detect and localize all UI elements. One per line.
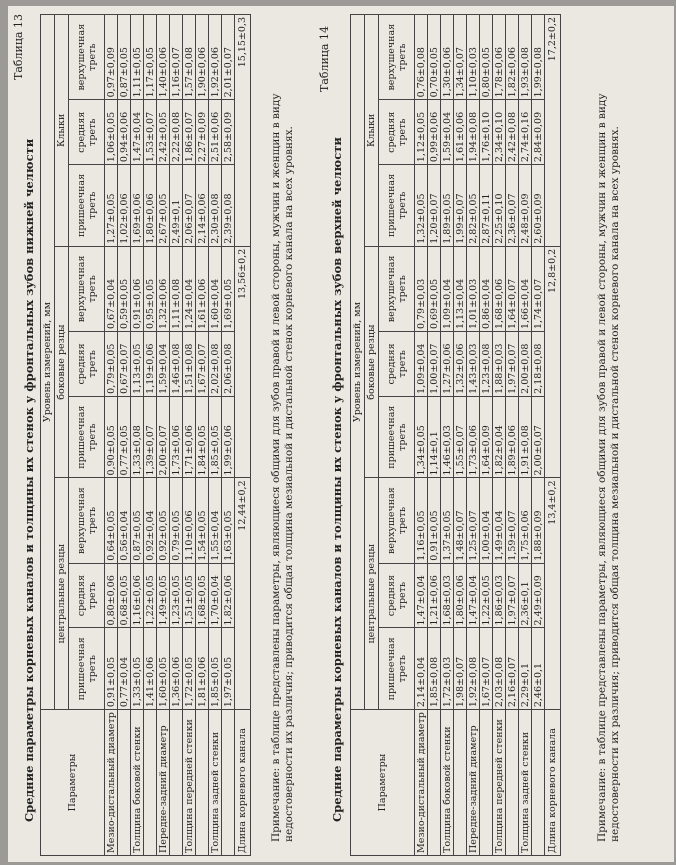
value-cell: 1,78±0,06: [493, 15, 506, 100]
table-row: [196, 15, 209, 856]
value-cell: 1,16±0,07: [170, 15, 183, 100]
third-header: средняя треть: [379, 332, 415, 397]
value-cell: 1,21±0,06: [428, 563, 441, 628]
value-cell: 0,90±0,05: [105, 396, 118, 478]
value-cell: 0,76±0,08: [415, 15, 428, 100]
value-cell: 2,02±0,08: [209, 332, 222, 397]
value-cell: 1,06±0,05: [105, 100, 118, 165]
value-cell: 1,53±0,07: [144, 100, 157, 165]
table-row: [131, 15, 144, 856]
value-cell: 2,39±0,08: [222, 165, 235, 247]
value-cell: 1,49±0,04: [493, 478, 506, 563]
group-header: центральные резцы: [365, 478, 379, 710]
value-cell: 2,49±0,1: [170, 165, 183, 247]
value-cell: 0,79±0,05: [105, 332, 118, 397]
value-cell: 1,27±0,05: [105, 165, 118, 247]
value-cell: 2,30±0,08: [209, 165, 222, 247]
table-row: [209, 15, 222, 856]
value-cell: 1,67±0,07: [480, 628, 493, 710]
value-cell: 1,17±0,05: [144, 15, 157, 100]
value-cell: 1,64±0,07: [506, 246, 519, 331]
value-cell: 1,40±0,06: [157, 15, 170, 100]
value-cell: 1,60±0,05: [157, 628, 170, 710]
value-cell: 1,59±0,04: [441, 100, 454, 165]
value-cell: 1,71±0,06: [183, 396, 196, 478]
value-cell: 0,94±0,06: [118, 100, 131, 165]
value-cell: 1,97±0,07: [506, 563, 519, 628]
third-header: пришеечная треть: [379, 165, 415, 247]
param-name: Передне-задний диаметр: [467, 710, 480, 856]
value-cell: 1,82±0,04: [493, 396, 506, 478]
value-cell: 1,92±0,06: [209, 15, 222, 100]
third-header: пришеечная треть: [69, 165, 105, 247]
value-cell: 1,34±0,05: [415, 396, 428, 478]
value-cell: 1,59±0,04: [157, 332, 170, 397]
table-row: [144, 15, 157, 856]
value-cell: 2,16±0,07: [506, 628, 519, 710]
value-cell: 1,99±0,08: [532, 15, 545, 100]
value-cell: 1,72±0,05: [183, 628, 196, 710]
third-header: средняя треть: [379, 100, 415, 165]
param-name: [144, 710, 157, 856]
table-row: [493, 15, 506, 856]
third-header: пришеечная треть: [69, 628, 105, 710]
value-cell: 1,22±0,05: [144, 563, 157, 628]
value-cell: 1,37±0,05: [441, 478, 454, 563]
value-cell: 0,99±0,06: [428, 100, 441, 165]
value-cell: 1,14±0,1: [428, 396, 441, 478]
value-cell: 1,86±0,07: [183, 100, 196, 165]
value-cell: 1,88±0,09: [532, 478, 545, 563]
value-cell: 1,97±0,07: [506, 332, 519, 397]
value-cell: 1,69±0,05: [222, 246, 235, 331]
value-cell: 1,73±0,06: [170, 396, 183, 478]
value-cell: 2,18±0,08: [532, 332, 545, 397]
value-cell: 1,16±0,06: [131, 563, 144, 628]
table-row: [467, 15, 480, 856]
table-13-number: Таблица 13: [12, 14, 25, 80]
value-cell: 1,99±0,07: [454, 165, 467, 247]
value-cell: 1,46±0,08: [170, 332, 183, 397]
value-cell: 1,22±0,05: [480, 563, 493, 628]
value-cell: 1,82±0,06: [222, 563, 235, 628]
third-header: средняя треть: [69, 100, 105, 165]
value-cell: 1,86±0,03: [493, 563, 506, 628]
value-cell: 0,86±0,04: [480, 246, 493, 331]
value-cell: 2,67±0,05: [157, 165, 170, 247]
value-cell: 1,93±0,08: [519, 15, 532, 100]
rotated-content: [8, 6, 674, 862]
param-name: [532, 710, 545, 856]
third-header: верхушечная треть: [379, 15, 415, 100]
value-cell: 1,11±0,05: [131, 15, 144, 100]
table-row: [105, 15, 118, 856]
length-value: 13,4±0,2: [545, 478, 561, 710]
value-cell: 0,68±0,05: [118, 563, 131, 628]
param-name: Толщина задней стенки: [519, 710, 532, 856]
table-row: [183, 15, 196, 856]
value-cell: 1,55±0,04: [209, 478, 222, 563]
value-cell: 1,61±0,06: [196, 246, 209, 331]
value-cell: 1,61±0,06: [454, 100, 467, 165]
value-cell: 2,82±0,05: [467, 165, 480, 247]
table-14-note: Примечание: в таблице представлены параметры, являющиеся общими для зубов правой и левой стороны, мужчин и женщин в виду недостоверности их различия; приводится общая толщина мезиальной и дистальной стенок корневого канала на всех уровнях.: [596, 93, 621, 842]
third-header: верхушечная треть: [69, 15, 105, 100]
table-row: [454, 15, 467, 856]
value-cell: 1,32±0,06: [157, 246, 170, 331]
value-cell: 1,73±0,06: [467, 396, 480, 478]
value-cell: 1,89±0,06: [506, 396, 519, 478]
value-cell: 1,20±0,07: [428, 165, 441, 247]
value-cell: 1,13±0,05: [131, 332, 144, 397]
value-cell: 1,43±0,03: [467, 332, 480, 397]
value-cell: 1,11±0,08: [170, 246, 183, 331]
value-cell: 0,56±0,04: [118, 478, 131, 563]
value-cell: 2,06±0,08: [222, 332, 235, 397]
value-cell: 2,14±0,06: [196, 165, 209, 247]
value-cell: 1,84±0,05: [196, 396, 209, 478]
value-cell: 1,89±0,05: [441, 165, 454, 247]
value-cell: 1,64±0,09: [480, 396, 493, 478]
value-cell: 2,87±0,11: [480, 165, 493, 247]
group-header: Клыки: [365, 15, 379, 247]
value-cell: 1,25±0,07: [467, 478, 480, 563]
group-header: Клыки: [55, 15, 69, 247]
value-cell: 1,10±0,06: [183, 478, 196, 563]
value-cell: 2,58±0,09: [222, 100, 235, 165]
length-value: 17,2±0,2: [545, 15, 561, 247]
table-row: [118, 15, 131, 856]
value-cell: 0,77±0,05: [118, 396, 131, 478]
value-cell: 2,03±0,08: [493, 628, 506, 710]
param-name: [428, 710, 441, 856]
value-cell: 1,47±0,04: [415, 563, 428, 628]
param-name: Толщина боковой стенки: [131, 710, 144, 856]
value-cell: 1,76±0,10: [480, 100, 493, 165]
value-cell: 2,42±0,08: [506, 100, 519, 165]
value-cell: 0,91±0,06: [131, 246, 144, 331]
value-cell: 0,95±0,05: [144, 246, 157, 331]
value-cell: 2,49±0,09: [532, 563, 545, 628]
value-cell: 1,68±0,03: [441, 563, 454, 628]
value-cell: 1,55±0,07: [454, 396, 467, 478]
length-value: 12,8±0,2: [545, 246, 561, 478]
value-cell: 1,81±0,06: [196, 628, 209, 710]
value-cell: 2,34±0,10: [493, 100, 506, 165]
value-cell: 1,33±0,05: [131, 628, 144, 710]
length-value: 15,15±0,3: [235, 15, 251, 247]
value-cell: 1,16±0,05: [415, 478, 428, 563]
params-header: Параметры: [41, 710, 105, 856]
value-cell: 1,85±0,05: [209, 396, 222, 478]
param-name: [118, 710, 131, 856]
value-cell: 1,34±0,07: [454, 15, 467, 100]
length-value: 12,44±0,2: [235, 478, 251, 710]
value-cell: 1,01±0,03: [467, 246, 480, 331]
value-cell: 2,36±0,1: [519, 563, 532, 628]
third-header: верхушечная треть: [69, 246, 105, 331]
third-header: средняя треть: [69, 332, 105, 397]
value-cell: 2,27±0,09: [196, 100, 209, 165]
third-header: средняя треть: [69, 563, 105, 628]
param-name: Толщина передней стенки: [183, 710, 196, 856]
value-cell: 0,87±0,05: [118, 15, 131, 100]
value-cell: 2,36±0,07: [506, 165, 519, 247]
value-cell: 2,01±0,07: [222, 15, 235, 100]
value-cell: 0,67±0,04: [105, 246, 118, 331]
value-cell: 1,54±0,05: [196, 478, 209, 563]
third-header: пришеечная треть: [379, 628, 415, 710]
value-cell: 1,49±0,05: [157, 563, 170, 628]
levels-header: Уровень измерений, мм: [41, 15, 55, 710]
value-cell: 0,91±0,05: [105, 628, 118, 710]
table-13-title: Средние параметры корневых каналов и толщины их стенок у фронтальных зубов нижней челюсти: [22, 138, 36, 822]
value-cell: 1,60±0,04: [209, 246, 222, 331]
value-cell: 1,00±0,04: [480, 478, 493, 563]
value-cell: 0,80±0,06: [105, 563, 118, 628]
value-cell: 2,00±0,07: [532, 396, 545, 478]
table-row: [415, 15, 428, 856]
value-cell: 2,46±0,1: [532, 628, 545, 710]
value-cell: 0,67±0,07: [118, 332, 131, 397]
third-header: верхушечная треть: [69, 478, 105, 563]
value-cell: 1,67±0,07: [196, 332, 209, 397]
value-cell: 1,90±0,06: [196, 15, 209, 100]
value-cell: 0,70±0,05: [428, 15, 441, 100]
value-cell: 2,22±0,08: [170, 100, 183, 165]
value-cell: 1,80±0,06: [454, 563, 467, 628]
value-cell: 1,51±0,05: [183, 563, 196, 628]
value-cell: 1,85±0,05: [209, 628, 222, 710]
table-row: [441, 15, 454, 856]
table-14-number: Таблица 14: [318, 26, 331, 92]
value-cell: 1,09±0,04: [441, 246, 454, 331]
third-header: верхушечная треть: [379, 246, 415, 331]
param-name: Мезио-дистальный диаметр: [105, 710, 118, 856]
value-cell: 0,92±0,04: [144, 478, 157, 563]
value-cell: 2,29±0,1: [519, 628, 532, 710]
value-cell: 1,47±0,04: [467, 563, 480, 628]
value-cell: 1,12±0,05: [415, 100, 428, 165]
param-name: [170, 710, 183, 856]
value-cell: 1,92±0,08: [467, 628, 480, 710]
value-cell: 1,23±0,08: [480, 332, 493, 397]
value-cell: 0,92±0,05: [157, 478, 170, 563]
table-14: [350, 14, 561, 856]
value-cell: 1,59±0,07: [506, 478, 519, 563]
params-header: Параметры: [351, 710, 415, 856]
value-cell: 1,27±0,06: [441, 332, 454, 397]
value-cell: 0,69±0,05: [428, 246, 441, 331]
value-cell: 1,36±0,06: [170, 628, 183, 710]
group-header: боковые резцы: [365, 246, 379, 478]
value-cell: 1,98±0,07: [454, 628, 467, 710]
param-name: [222, 710, 235, 856]
value-cell: 1,13±0,04: [454, 246, 467, 331]
table-row: [506, 15, 519, 856]
value-cell: 1,66±0,04: [519, 246, 532, 331]
value-cell: 2,84±0,09: [532, 100, 545, 165]
table-13-note: Примечание: в таблице представлены параметры, являющиеся общими для зубов правой и левой стороны, мужчин и женщин в виду недостоверности их различия; приводится общая толщина мезиальной и дистальной стенок корневого канала на всех уровнях.: [270, 93, 295, 842]
value-cell: 1,74±0,07: [532, 246, 545, 331]
table-14-title: Средние параметры корневых каналов и толщины их стенок у фронтальных зубов верхней челюсти: [330, 137, 344, 822]
value-cell: 1,85±0,08: [428, 628, 441, 710]
group-header: боковые резцы: [55, 246, 69, 478]
param-name: Толщина передней стенки: [493, 710, 506, 856]
value-cell: 0,91±0,05: [428, 478, 441, 563]
table-row: [480, 15, 493, 856]
value-cell: 1,30±0,06: [441, 15, 454, 100]
table-13-body: [105, 15, 251, 856]
value-cell: 2,06±0,07: [183, 165, 196, 247]
value-cell: 2,00±0,08: [519, 332, 532, 397]
value-cell: 1,75±0,06: [519, 478, 532, 563]
value-cell: 0,64±0,05: [105, 478, 118, 563]
value-cell: 2,60±0,09: [532, 165, 545, 247]
table-row: [428, 15, 441, 856]
book-page: [8, 6, 674, 862]
param-name: [454, 710, 467, 856]
value-cell: 2,00±0,07: [157, 396, 170, 478]
value-cell: 1,02±0,06: [118, 165, 131, 247]
value-cell: 1,23±0,05: [170, 563, 183, 628]
value-cell: 1,39±0,07: [144, 396, 157, 478]
value-cell: 2,42±0,05: [157, 100, 170, 165]
value-cell: 0,79±0,05: [170, 478, 183, 563]
value-cell: 1,32±0,05: [415, 165, 428, 247]
param-name: Длина корневого канала: [235, 710, 251, 856]
value-cell: 1,91±0,08: [519, 396, 532, 478]
table-row: [532, 15, 545, 856]
value-cell: 1,47±0,04: [131, 100, 144, 165]
third-header: верхушечная треть: [379, 478, 415, 563]
value-cell: 1,80±0,06: [144, 165, 157, 247]
value-cell: 1,32±0,06: [454, 332, 467, 397]
value-cell: 0,59±0,05: [118, 246, 131, 331]
value-cell: 1,94±0,08: [467, 100, 480, 165]
param-name: Толщина боковой стенки: [441, 710, 454, 856]
value-cell: 2,48±0,09: [519, 165, 532, 247]
value-cell: 1,69±0,06: [131, 165, 144, 247]
value-cell: 0,97±0,09: [105, 15, 118, 100]
value-cell: 1,51±0,08: [183, 332, 196, 397]
value-cell: 1,33±0,08: [131, 396, 144, 478]
value-cell: 1,72±0,03: [441, 628, 454, 710]
value-cell: 1,97±0,05: [222, 628, 235, 710]
value-cell: 1,48±0,07: [454, 478, 467, 563]
third-header: средняя треть: [379, 563, 415, 628]
value-cell: 1,57±0,08: [183, 15, 196, 100]
length-row: [545, 15, 561, 856]
param-name: [196, 710, 209, 856]
value-cell: 1,70±0,04: [209, 563, 222, 628]
levels-header: Уровень измерений, мм: [351, 15, 365, 710]
third-header: пришеечная треть: [69, 396, 105, 478]
value-cell: 0,80±0,05: [480, 15, 493, 100]
value-cell: 1,68±0,06: [493, 246, 506, 331]
value-cell: 1,68±0,05: [196, 563, 209, 628]
table-row: [519, 15, 532, 856]
param-name: Мезио-дистальный диаметр: [415, 710, 428, 856]
param-name: [480, 710, 493, 856]
value-cell: 0,77±0,04: [118, 628, 131, 710]
value-cell: 2,14±0,04: [415, 628, 428, 710]
table-13: [40, 14, 251, 856]
value-cell: 1,09±0,04: [415, 332, 428, 397]
value-cell: 0,87±0,05: [131, 478, 144, 563]
param-name: Длина корневого канала: [545, 710, 561, 856]
value-cell: 1,99±0,06: [222, 396, 235, 478]
table-row: [157, 15, 170, 856]
value-cell: 1,10±0,03: [467, 15, 480, 100]
table-row: [170, 15, 183, 856]
length-row: [235, 15, 251, 856]
value-cell: 2,74±0,16: [519, 100, 532, 165]
value-cell: 1,46±0,03: [441, 396, 454, 478]
value-cell: 1,19±0,06: [144, 332, 157, 397]
third-header: пришеечная треть: [379, 396, 415, 478]
value-cell: 0,79±0,03: [415, 246, 428, 331]
param-name: Передне-задний диаметр: [157, 710, 170, 856]
value-cell: 1,00±0,07: [428, 332, 441, 397]
value-cell: 1,41±0,06: [144, 628, 157, 710]
length-value: 13,56±0,2: [235, 246, 251, 478]
value-cell: 1,24±0,04: [183, 246, 196, 331]
param-name: [506, 710, 519, 856]
value-cell: 2,25±0,10: [493, 165, 506, 247]
value-cell: 1,88±0,03: [493, 332, 506, 397]
param-name: Толщина задней стенки: [209, 710, 222, 856]
group-header: центральные резцы: [55, 478, 69, 710]
table-row: [222, 15, 235, 856]
value-cell: 1,63±0,05: [222, 478, 235, 563]
table-14-body: [415, 15, 561, 856]
value-cell: 2,51±0,06: [209, 100, 222, 165]
value-cell: 1,82±0,06: [506, 15, 519, 100]
